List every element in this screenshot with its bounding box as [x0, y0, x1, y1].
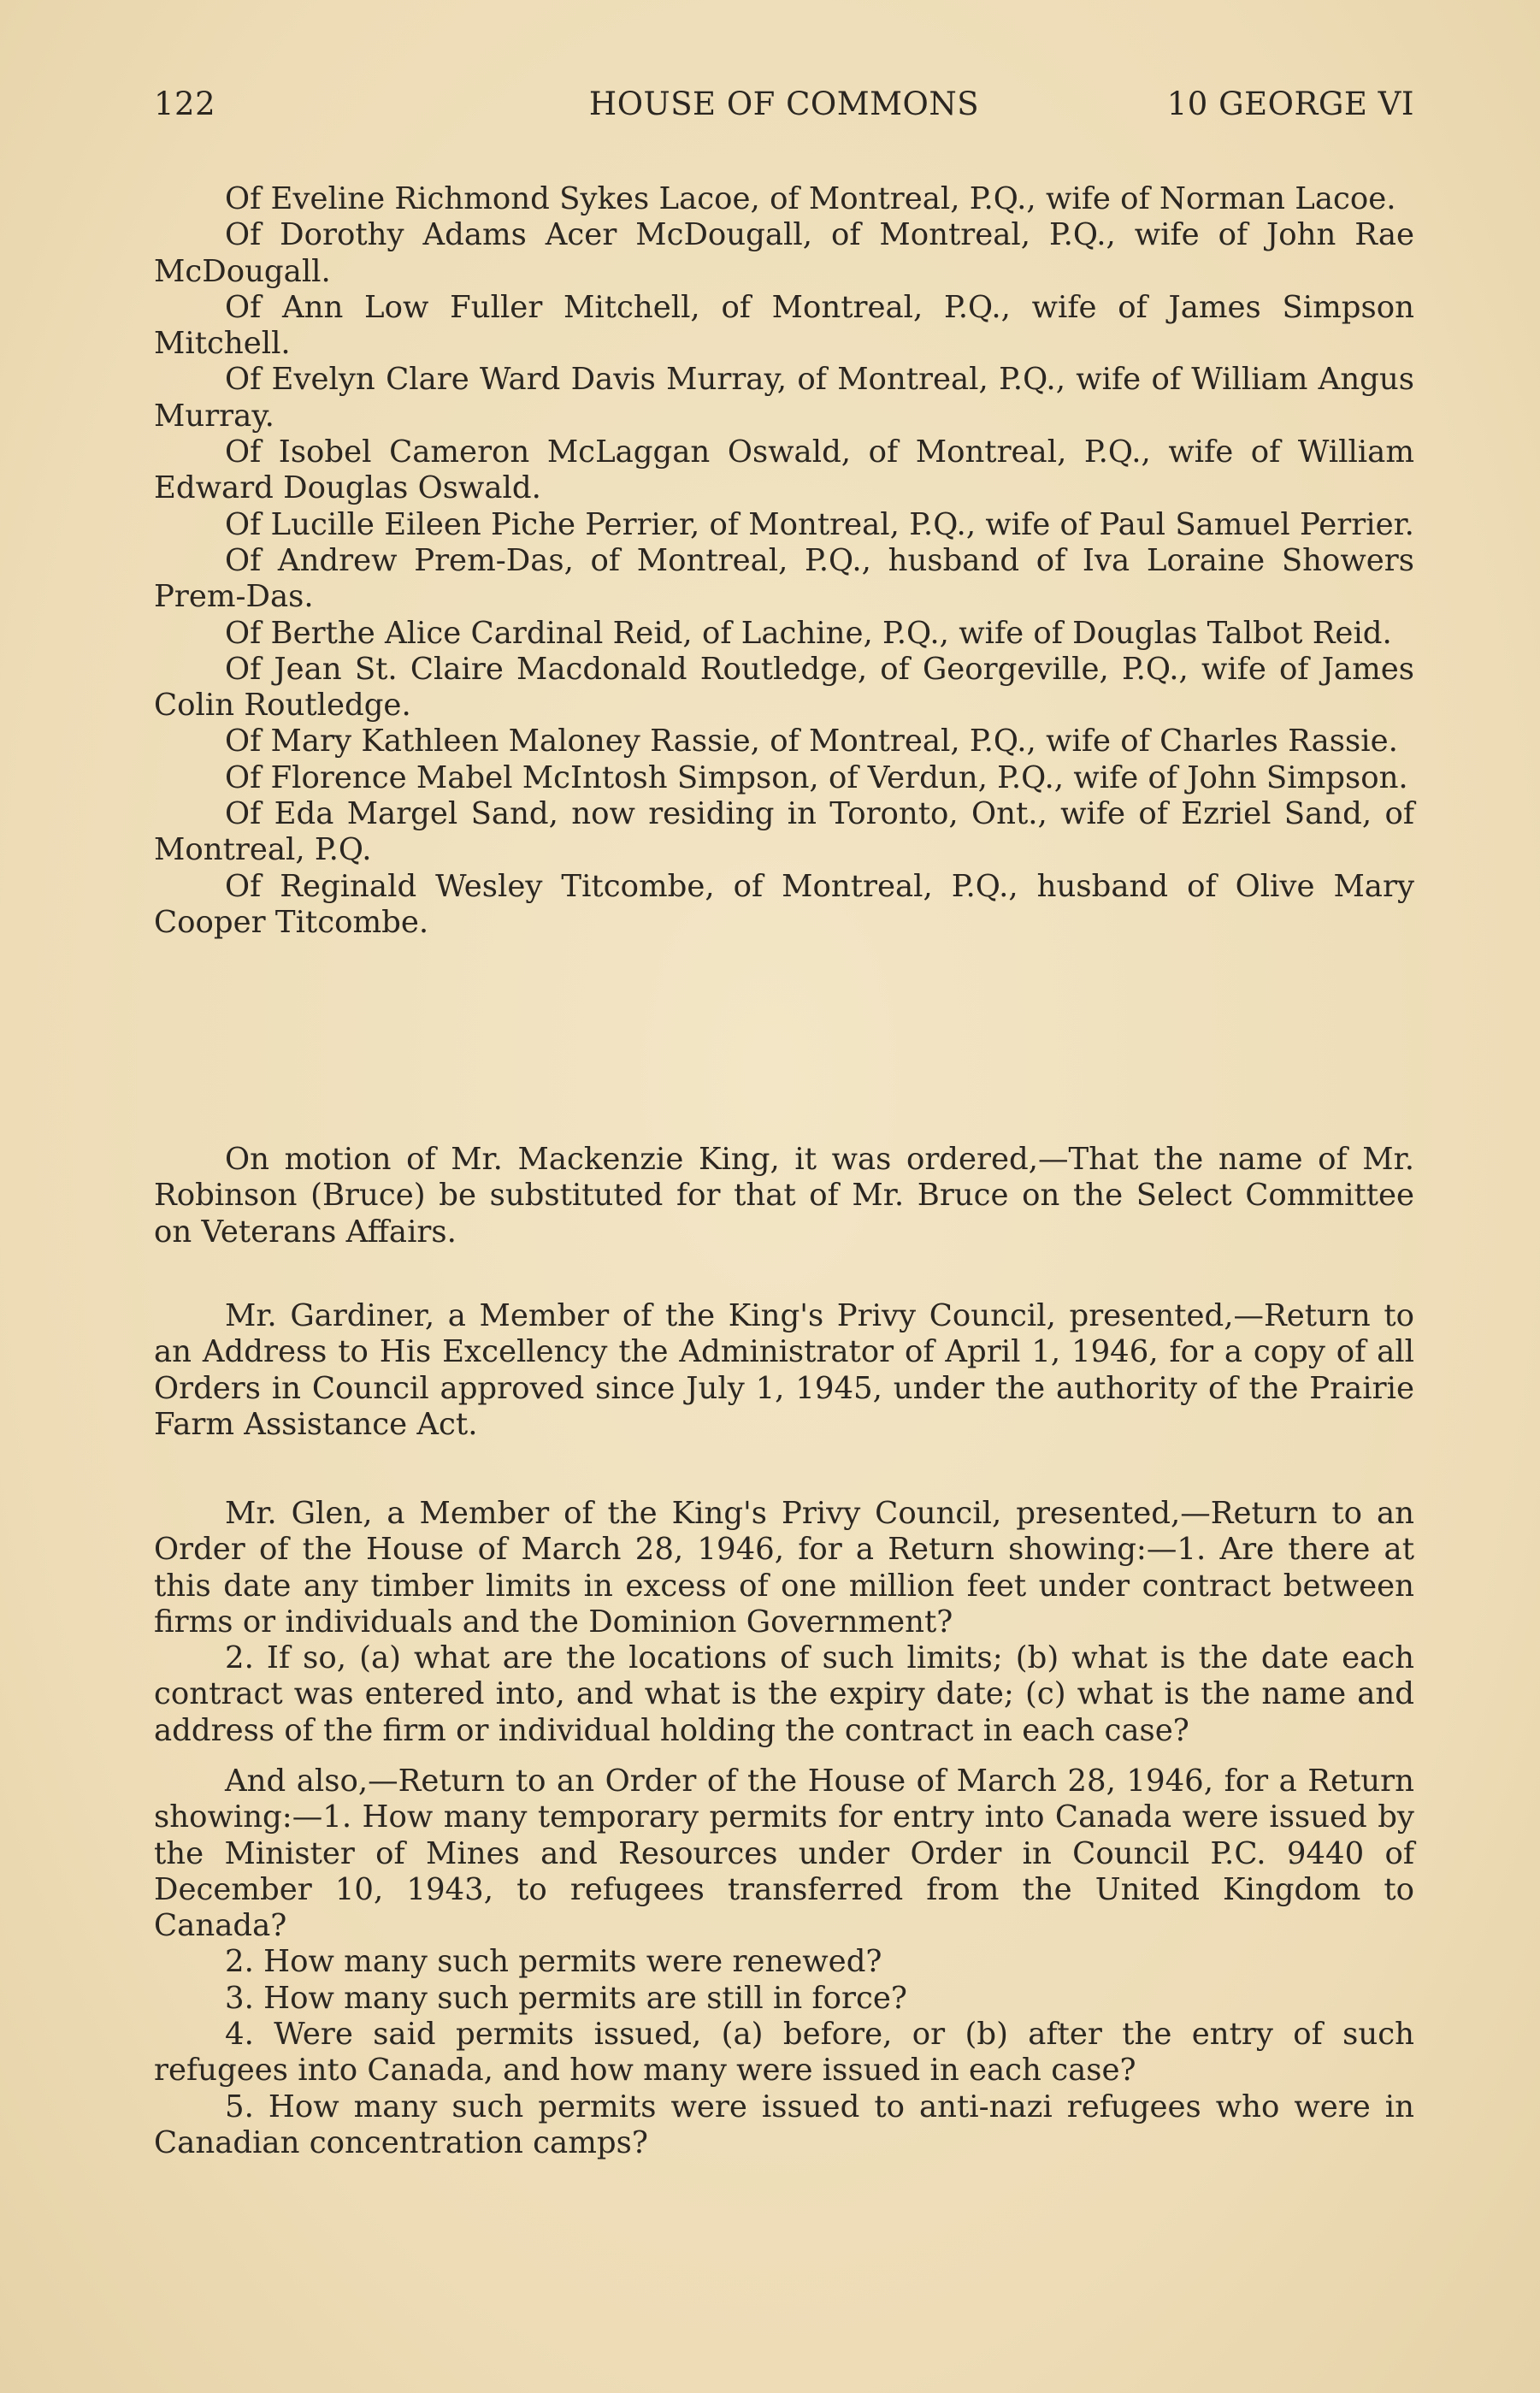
also-return-question: 4. Were said permits issued, (a) before, or (b) after the entry of such refugees into Canada, and how many were issued in each case?	[154, 2017, 1414, 2089]
petition-entry: Of Eda Margel Sand, now residing in Toronto, Ont., wife of Ezriel Sand, of Montreal, P.Q.	[154, 796, 1414, 868]
glen-return-section	[154, 1496, 1414, 1749]
petition-entry: Of Lucille Eileen Piche Perrier, of Montreal, P.Q., wife of Paul Samuel Perrier.	[225, 506, 1414, 542]
petition-entry: Of Eveline Richmond Sykes Lacoe, of Montreal, P.Q., wife of Norman Lacoe.	[225, 181, 1396, 216]
also-return-question: 3. How many such permits are still in force?	[225, 1980, 907, 2016]
gardiner-return-section	[154, 1298, 1414, 1443]
also-return-question: 2. How many such permits were renewed?	[225, 1944, 882, 1980]
also-return-section	[154, 1764, 1414, 2161]
glen-return-intro: Mr. Glen, a Member of the King's Privy Council, presented,—Return to an Order of the House of March 28, 1946, for a Return showing:—1. Are there at this date any timber limits in excess of one million feet under contract between firms or individuals and the Dominion Government?	[154, 1496, 1414, 1640]
glen-return-question: 2. If so, (a) what are the locations of such limits; (b) what is the date each contract was entered into, and what is the expiry date; (c) what is the name and address of the firm or individual holding the contract in each case?	[154, 1640, 1414, 1748]
petition-entry: Of Reginald Wesley Titcombe, of Montreal, P.Q., husband of Olive Mary Cooper Titcombe.	[154, 868, 1414, 940]
petitions-list	[154, 181, 1414, 941]
petition-entry: Of Evelyn Clare Ward Davis Murray, of Montreal, P.Q., wife of William Angus Murray.	[154, 362, 1414, 434]
petition-entry: Of Mary Kathleen Maloney Rassie, of Montreal, P.Q., wife of Charles Rassie.	[225, 724, 1398, 759]
motion-paragraph: On motion of Mr. Mackenzie King, it was ordered,—That the name of Mr. Robinson (Bruce) be substituted for that of Mr. Bruce on the Select Committee on Veterans Affairs.	[154, 1142, 1414, 1250]
petition-entry: Of Berthe Alice Cardinal Reid, of Lachine, P.Q., wife of Douglas Talbot Reid.	[225, 615, 1392, 651]
also-return-question: 5. How many such permits were issued to anti-nazi refugees who were in Canadian concentration camps?	[154, 2089, 1414, 2160]
petition-entry: Of Jean St. Claire Macdonald Routledge, of Georgeville, P.Q., wife of James Colin Routledge.	[154, 651, 1414, 724]
also-return-intro: And also,—Return to an Order of the House of March 28, 1946, for a Return showing:—1. How many temporary permits for entry into Canada were issued by the Minister of Mines and Resources under Order in Council P.C. 9440 of December 10, 1943, to refugees transferred from the United Kingdom to Canada?	[154, 1764, 1414, 1944]
regnal-year: 10 GEORGE VI	[1166, 86, 1414, 122]
petition-entry: Of Florence Mabel McIntosh Simpson, of Verdun, P.Q., wife of John Simpson.	[225, 759, 1408, 795]
page-number: 122	[154, 86, 216, 122]
running-title: HOUSE OF COMMONS	[588, 86, 980, 122]
petition-entry: Of Ann Low Fuller Mitchell, of Montreal, P.Q., wife of James Simpson Mitchell.	[154, 289, 1414, 362]
petition-entry: Of Andrew Prem-Das, of Montreal, P.Q., husband of Iva Loraine Showers Prem-Das.	[154, 542, 1414, 615]
petition-entry: Of Isobel Cameron McLaggan Oswald, of Montreal, P.Q., wife of William Edward Douglas Oswald.	[154, 434, 1414, 506]
motion-section	[154, 1142, 1414, 1250]
petition-entry: Of Dorothy Adams Acer McDougall, of Montreal, P.Q., wife of John Rae McDougall.	[154, 217, 1414, 289]
gardiner-return-paragraph: Mr. Gardiner, a Member of the King's Privy Council, presented,—Return to an Address to His Excellency the Administrator of April 1, 1946, for a copy of all Orders in Council approved since July 1, 1945, under the authority of the Prairie Farm Assistance Act.	[154, 1298, 1414, 1442]
page-header	[154, 86, 1414, 128]
